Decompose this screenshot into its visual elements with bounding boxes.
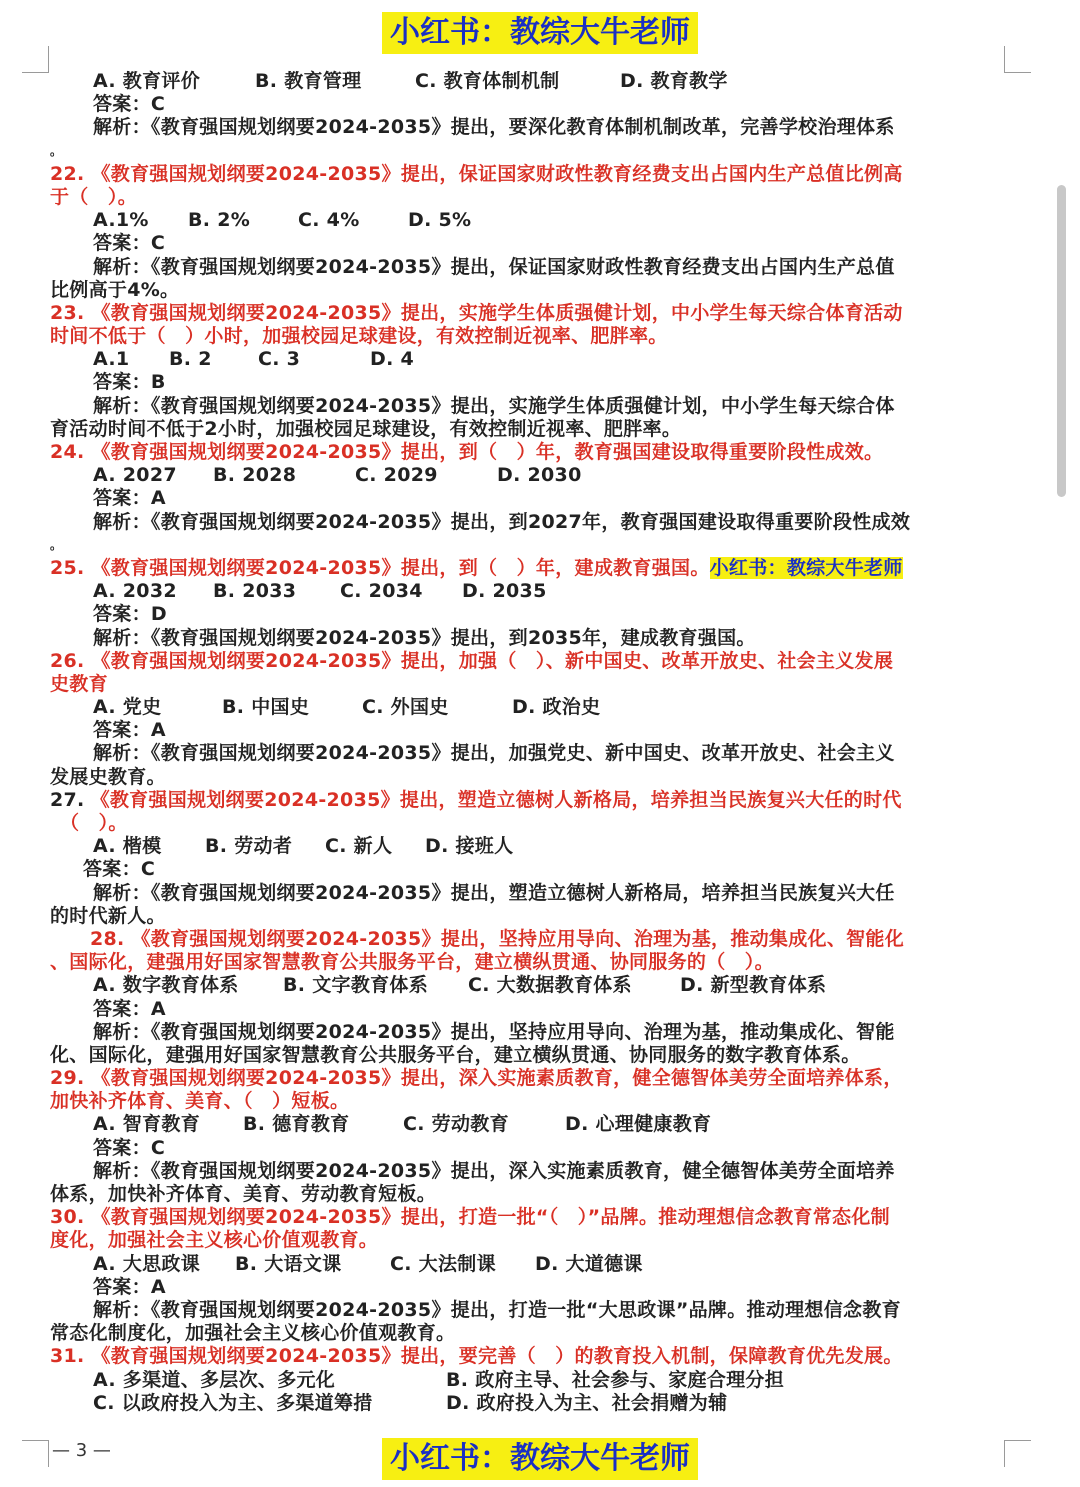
q27-question-cont: （ ）。: [60, 812, 128, 834]
q29-explanation: 解析：《教育强国规划纲要2024-2035》提出，深入实施素质教育，健全德智体美劳全面培养: [93, 1159, 895, 1182]
q23-question: 23. 《教育强国规划纲要2024-2035》提出，实施学生体质强健计划，中小学生每天综合体育活动: [50, 301, 903, 324]
q25-question-line: [50, 557, 995, 580]
q21-options: [50, 70, 995, 93]
vertical-scrollbar[interactable]: [1057, 185, 1066, 497]
q24-option-a: A. 2027: [93, 464, 177, 487]
q22-options: [50, 209, 995, 232]
q24-option-b: B. 2028: [213, 464, 297, 487]
q22-option-d: D. 5%: [408, 209, 472, 232]
q22-question: 22. 《教育强国规划纲要2024-2035》提出，保证国家财政性教育经费支出占国内生产总值比例高: [50, 162, 903, 185]
top-banner: 小红书：教综大牛老师: [382, 12, 698, 54]
q30-explanation-cont: 常态化制度化，加强社会主义核心价值观教育。: [50, 1322, 456, 1345]
q21-explanation: 解析：《教育强国规划纲要2024-2035》提出，要深化教育体制机制改革，完善学校治理体系: [93, 116, 895, 139]
q31-options-row-1: [50, 1369, 995, 1392]
q29-question-cont: 加快补齐体育、美育、（ ）短板。: [50, 1090, 350, 1113]
q24-explanation: 解析：《教育强国规划纲要2024-2035》提出，到2027年，教育强国建设取得重要阶段性成效: [93, 510, 911, 533]
q26-options: [50, 696, 995, 719]
q26-option-a: A. 党史: [93, 696, 162, 719]
q25-question: 25. 《教育强国规划纲要2024-2035》提出，到（ ）年，建成教育强国。: [50, 556, 710, 579]
q23-explanation: 解析：《教育强国规划纲要2024-2035》提出，实施学生体质强健计划，中小学生每天综合体: [93, 394, 895, 417]
q27-question-line: [50, 789, 995, 812]
q23-option-c: C. 3: [258, 348, 301, 371]
q25-options: [50, 580, 995, 603]
q22-answer: 答案：C: [93, 232, 166, 255]
q24-explanation-cont: 。: [50, 537, 63, 552]
q25-option-c: C. 2034: [340, 580, 423, 603]
q29-options: [50, 1113, 995, 1136]
q23-answer: 答案：B: [93, 371, 166, 394]
q22-explanation: 解析：《教育强国规划纲要2024-2035》提出，保证国家财政性教育经费支出占国内生产总值: [93, 255, 895, 278]
q31-option-b: B. 政府主导、社会参与、家庭合理分担: [446, 1368, 785, 1391]
q26-question-cont: 史教育: [50, 672, 108, 695]
q22-option-b: B. 2%: [188, 209, 251, 232]
q24-options: [50, 464, 995, 487]
q28-question: 28. 《教育强国规划纲要2024-2035》提出，坚持应用导向、治理为基，推动集成化、智能化: [90, 927, 905, 950]
q31-question: 31. 《教育强国规划纲要2024-2035》提出，要完善（ ）的教育投入机制，保障教育优先发展。: [50, 1345, 903, 1368]
q31-options-row-2: [50, 1392, 995, 1415]
q25-option-a: A. 2032: [93, 580, 177, 603]
corner-mark-bottom-left: [22, 1440, 49, 1467]
q27-explanation: 解析：《教育强国规划纲要2024-2035》提出，塑造立德树人新格局，培养担当民族复兴大任: [93, 881, 895, 904]
q31-option-a: A. 多渠道、多层次、多元化: [93, 1368, 336, 1391]
q21-explanation-cont: 。: [50, 143, 63, 158]
q26-explanation-cont: 发展史教育。: [50, 765, 166, 788]
q28-question-cont: 、国际化，建强用好国家智慧教育公共服务平台，建立横纵贯通、协同服务的（ ）。: [50, 951, 774, 974]
q28-explanation-cont: 化、国际化，建强用好国家智慧教育公共服务平台，建立横纵贯通、协同服务的数字教育体系。: [50, 1043, 861, 1066]
q21-answer: 答案：C: [93, 93, 166, 116]
q21-option-b: B. 教育管理: [255, 70, 362, 92]
q26-answer: 答案：A: [93, 719, 166, 742]
q28-option-c: C. 大数据教育体系: [468, 974, 632, 997]
q28-explanation: 解析：《教育强国规划纲要2024-2035》提出，坚持应用导向、治理为基，推动集成化、智能: [93, 1020, 895, 1043]
q28-option-b: B. 文字教育体系: [283, 974, 429, 997]
q29-option-a: A. 智育教育: [93, 1113, 200, 1136]
q25-watermark-tag: 小红书：教综大牛老师: [709, 556, 903, 579]
q27-option-b: B. 劳动者: [205, 835, 293, 858]
q23-option-a: A.1: [93, 348, 130, 371]
q24-answer: 答案：A: [93, 487, 166, 510]
q28-answer: 答案：A: [93, 997, 166, 1020]
q23-option-d: D. 4: [370, 348, 415, 371]
q29-answer: 答案：C: [93, 1136, 166, 1159]
q29-question: 29. 《教育强国规划纲要2024-2035》提出，深入实施素质教育，健全德智体美劳全面培养体系，: [50, 1067, 903, 1090]
bottom-banner: 小红书：教综大牛老师: [382, 1438, 698, 1480]
q29-option-c: C. 劳动教育: [403, 1113, 509, 1136]
q27-question: 《教育强国规划纲要2024-2035》提出，塑造立德树人新格局，培养担当民族复兴大任的时代: [90, 788, 902, 811]
q21-option-c: C. 教育体制机制: [415, 70, 560, 92]
q24-question: 24. 《教育强国规划纲要2024-2035》提出，到（ ）年，教育强国建设取得重要阶段性成效。: [50, 441, 884, 463]
q30-option-d: D. 大道德课: [535, 1252, 643, 1275]
q23-explanation-cont: 育活动时间不低于2小时，加强校园足球建设，有效控制近视率、肥胖率。: [50, 417, 682, 440]
q29-option-b: B. 德育教育: [243, 1113, 350, 1136]
corner-mark-top-right: [1004, 46, 1031, 73]
q31-option-d: D. 政府投入为主、社会捐赠为辅: [446, 1391, 728, 1414]
q29-explanation-cont: 体系，加快补齐体育、美育、劳动教育短板。: [50, 1183, 437, 1205]
q27-option-c: C. 新人: [325, 835, 393, 858]
q30-question: 30. 《教育强国规划纲要2024-2035》提出，打造一批“（ ）”品牌。推动理想信念教育常态化制: [50, 1206, 890, 1229]
q26-option-d: D. 政治史: [512, 696, 601, 719]
q28-option-a: A. 数字教育体系: [93, 974, 239, 997]
q30-option-b: B. 大语文课: [235, 1252, 342, 1275]
q26-option-b: B. 中国史: [222, 696, 310, 719]
q30-answer: 答案：A: [93, 1275, 166, 1298]
q22-option-c: C. 4%: [298, 209, 360, 232]
q29-option-d: D. 心理健康教育: [565, 1113, 712, 1136]
q30-options: [50, 1253, 995, 1276]
q26-explanation: 解析：《教育强国规划纲要2024-2035》提出，加强党史、新中国史、改革开放史、社会主义: [93, 742, 895, 765]
corner-mark-top-left: [22, 46, 49, 73]
q28-options: [50, 974, 995, 997]
q28-option-d: D. 新型教育体系: [680, 974, 827, 997]
q23-option-b: B. 2: [169, 348, 212, 371]
q30-explanation: 解析：《教育强国规划纲要2024-2035》提出，打造一批“大思政课”品牌。推动理想信念教育: [93, 1298, 901, 1321]
q30-option-c: C. 大法制课: [390, 1252, 496, 1275]
q25-option-b: B. 2033: [213, 580, 297, 603]
q23-options: [50, 348, 995, 371]
q24-option-c: C. 2029: [355, 464, 438, 487]
corner-mark-bottom-right: [1004, 1440, 1031, 1467]
q27-options: [50, 835, 995, 858]
q27-option-a: A. 楷模: [93, 835, 162, 858]
q27-answer: 答案：C: [83, 858, 156, 881]
q25-answer: 答案：D: [93, 603, 167, 626]
q22-explanation-cont: 比例高于4%。: [50, 278, 180, 301]
q22-question-cont: 于（ ）。: [50, 185, 138, 208]
q21-option-d: D. 教育教学: [620, 70, 728, 92]
q26-question: 26. 《教育强国规划纲要2024-2035》提出，加强（ ）、新中国史、改革开放史、社会主义发展: [50, 649, 894, 672]
q25-explanation: 解析：《教育强国规划纲要2024-2035》提出，到2035年，建成教育强国。: [93, 626, 756, 649]
q21-option-a: A. 教育评价: [93, 70, 200, 92]
q31-option-c: C. 以政府投入为主、多渠道筹措: [93, 1391, 373, 1414]
q24-option-d: D. 2030: [497, 464, 582, 487]
q30-question-cont: 度化，加强社会主义核心价值观教育。: [50, 1229, 379, 1252]
q27-number: 27.: [50, 788, 85, 811]
q30-option-a: A. 大思政课: [93, 1252, 200, 1275]
q22-option-a: A.1%: [93, 209, 149, 232]
q26-option-c: C. 外国史: [362, 696, 449, 719]
document-body: [50, 70, 995, 1415]
q27-explanation-cont: 的时代新人。: [50, 904, 166, 927]
q25-option-d: D. 2035: [462, 580, 547, 603]
page-number: — 3 —: [52, 1440, 111, 1461]
q23-question-cont: 时间不低于（ ）小时，加强校园足球建设，有效控制近视率、肥胖率。: [50, 325, 668, 348]
q27-option-d: D. 接班人: [425, 835, 514, 858]
